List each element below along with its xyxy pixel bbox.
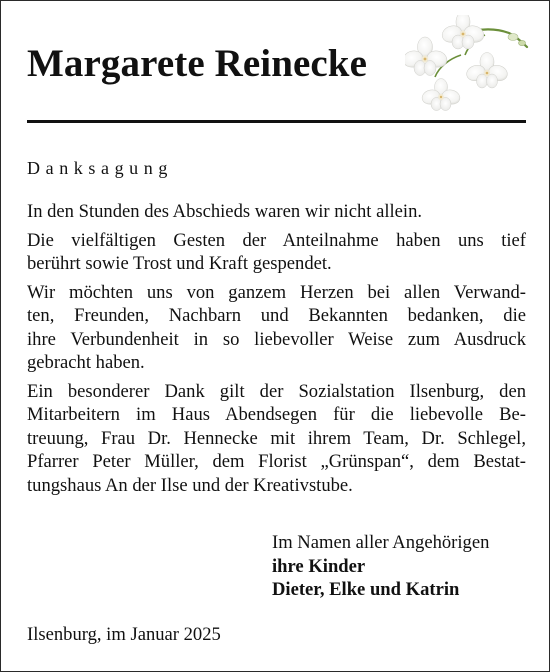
signature-line-1: ihre Kinder	[272, 555, 366, 577]
text-line: tungshaus An der Ilse und der Kreativstube.	[27, 474, 353, 496]
text-line: Pfarrer Peter Müller, dem Florist „Grünspan“, dem Bestat-	[27, 451, 526, 472]
text-line: berührt sowie Trost und Kraft gespendet.	[27, 253, 332, 274]
text-line: treuung, Frau Dr. Hennecke mit ihrem Team, Dr. Schlegel,	[27, 427, 526, 449]
notice-title: Danksagung	[27, 158, 173, 178]
header-divider	[27, 120, 526, 123]
signature-line-2: Dieter, Elke und Katrin	[272, 579, 460, 600]
orchid-icon	[405, 15, 529, 115]
signature-intro: Im Namen aller Angehörigen	[272, 532, 490, 553]
deceased-name: Margarete Reinecke	[27, 42, 368, 85]
text-line: Wir möchten uns von ganzem Herzen bei allen Verwand-	[27, 281, 526, 303]
text-line: Die vielfältigen Gesten der Anteilnahme haben uns tief	[27, 229, 526, 251]
paragraph	[27, 200, 526, 224]
paragraph	[27, 380, 526, 498]
place-and-date: Ilsenburg, im Januar 2025	[27, 624, 221, 645]
text-line: Ein besonderer Dank gilt der Sozialstation Ilsenburg, den	[27, 380, 526, 402]
text-line: Mitarbeitern im Haus Abendsegen für die liebevolle Be-	[27, 404, 526, 425]
text-line: In den Stunden des Abschieds waren wir nicht allein.	[27, 201, 423, 222]
paragraph	[27, 229, 526, 276]
text-line: gebracht haben.	[27, 352, 145, 373]
text-line: ten, Freunden, Nachbarn und Bekannten bedanken, die	[27, 305, 526, 326]
notice-header	[1, 1, 549, 123]
signature-block	[272, 531, 489, 602]
text-line: ihre Verbundenheit in so liebevoller Weise zum Ausdruck	[27, 328, 526, 350]
paragraph	[27, 281, 526, 375]
notice-body	[27, 157, 526, 502]
